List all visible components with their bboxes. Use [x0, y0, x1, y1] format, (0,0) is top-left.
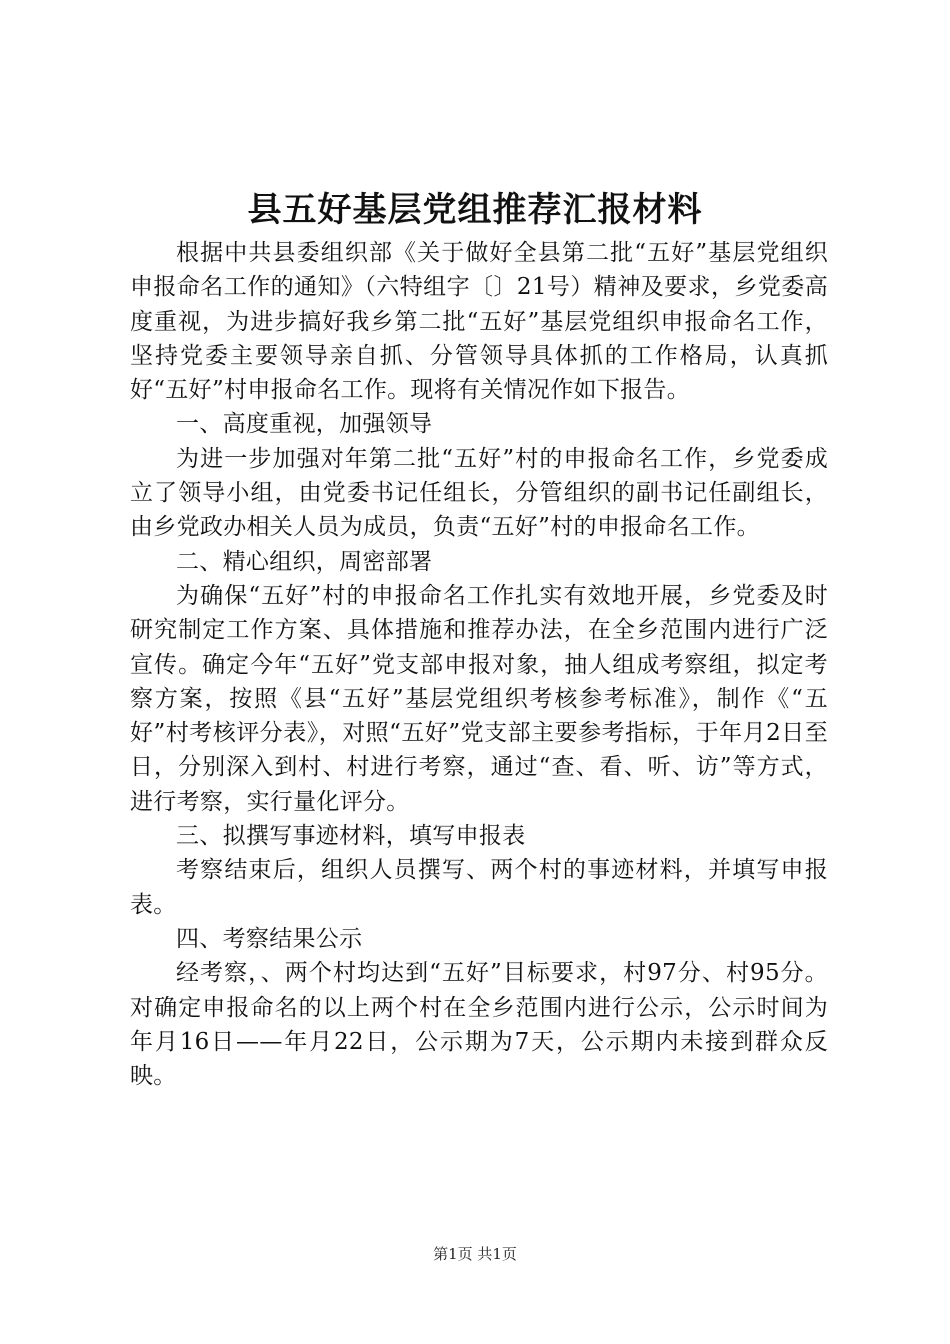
- section-heading-3: 三、拟撰写事迹材料，填写申报表: [176, 823, 526, 850]
- document-title: 县五好基层党组推荐汇报材料: [247, 190, 703, 230]
- section-paragraph-2: 为确保“五好”村的申报命名工作扎实有效地开展，乡党委及时研究制定工作方案、具体措施和推荐办法，在全乡范围内进行广泛宣传。确定今年“五好”党支部申报对象，抽人组成考察组，拟定考察方案，按照《县“五好”基层党组织考核参考标准》，制作《“五好”村考核评分表》，对照“五好”党支部主要参考指标，于年月2日至日，分别深入到村、村进行考察，通过“查、看、听、访”等方式，进行考察，实行量化评分。: [130, 582, 828, 815]
- section-paragraph-4: 经考察，、两个村均达到“五好”目标要求，村97分、村95分。对确定申报命名的以上两个村在全乡范围内进行公示，公示时间为年月16日——年月22日，公示期为7天，公示期内未接到群众反映。: [130, 960, 828, 1090]
- document-body: [130, 236, 828, 1093]
- section-heading-4: 四、考察结果公示: [176, 925, 363, 952]
- section-heading-2: 二、精心组织，周密部署: [176, 548, 433, 575]
- section-paragraph-3: 考察结束后，组织人员撰写、两个村的事迹材料，并填写申报表。: [130, 857, 828, 918]
- page-number-footer: 第1页 共1页: [433, 1245, 517, 1263]
- section-paragraph-1: 为进一步加强对年第二批“五好”村的申报命名工作，乡党委成立了领导小组，由党委书记任组长，分管组织的副书记任副组长，由乡党政办相关人员为成员，负责“五好”村的申报命名工作。: [130, 445, 828, 541]
- intro-paragraph: 根据中共县委组织部《关于做好全县第二批“五好”基层党组织申报命名工作的通知》（六特组字〔〕21号）精神及要求，乡党委高度重视，为进步搞好我乡第二批“五好”基层党组织申报命名工作，坚持党委主要领导亲自抓、分管领导具体抓的工作格局，认真抓好“五好”村申报命名工作。现将有关情况作如下报告。: [130, 240, 828, 404]
- section-heading-1: 一、高度重视，加强领导: [176, 411, 433, 438]
